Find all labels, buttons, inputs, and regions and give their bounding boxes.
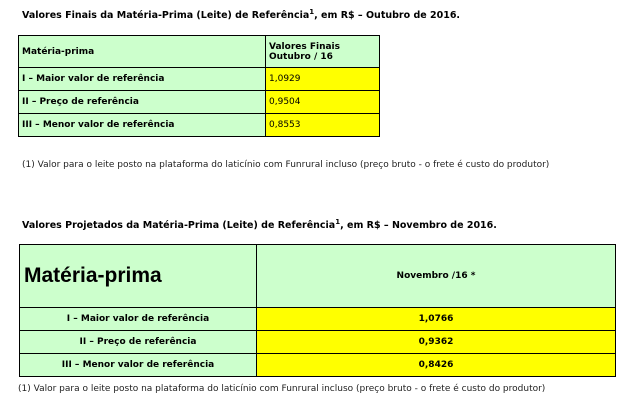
row-label: II – Preço de referência <box>20 331 257 354</box>
row-label: I – Maior valor de referência <box>20 308 257 331</box>
table-header-row <box>20 245 616 308</box>
header-novembro: Novembro /16 * <box>257 245 616 308</box>
table-row <box>19 68 380 91</box>
row-label: II – Preço de referência <box>19 91 266 114</box>
table-row <box>20 331 616 354</box>
section1-title: Valores Finais da Matéria-Prima (Leite) de Referência$^1$, em R$ – Outubro de 2016. <box>22 8 461 22</box>
row-value: 1,0766 <box>257 308 616 331</box>
row-label: I – Maior valor de referência <box>19 68 266 91</box>
table-row <box>20 354 616 377</box>
header-materia-prima: Matéria-prima <box>20 245 257 308</box>
row-value: 1,0929 <box>266 68 380 91</box>
table-row <box>20 308 616 331</box>
section2-footnote: (1) Valor para o leite posto na plataforma do laticínio com Funrural incluso (preço bruto - o frete é custo do produtor) <box>18 384 546 394</box>
table-row <box>19 91 380 114</box>
row-value: 0,9504 <box>266 91 380 114</box>
header-valores-finais: Valores Finais Outubro / 16 <box>266 36 380 68</box>
row-label: III – Menor valor de referência <box>19 114 266 137</box>
table-header-row <box>19 36 380 68</box>
section1-footnote: (1) Valor para o leite posto na plataforma do laticínio com Funrural incluso (preço bruto - o frete é custo do produtor) <box>22 160 550 170</box>
row-value: 0,8553 <box>266 114 380 137</box>
section2-title: Valores Projetados da Matéria-Prima (Leite) de Referência$^1$, em R$ – Novembro de 2016. <box>22 218 497 232</box>
final-values-table <box>18 35 380 137</box>
row-value: 0,9362 <box>257 331 616 354</box>
projected-values-table <box>19 244 616 377</box>
row-label: III – Menor valor de referência <box>20 354 257 377</box>
header-materia-prima: Matéria-prima <box>19 36 266 68</box>
table-row <box>19 114 380 137</box>
row-value: 0,8426 <box>257 354 616 377</box>
